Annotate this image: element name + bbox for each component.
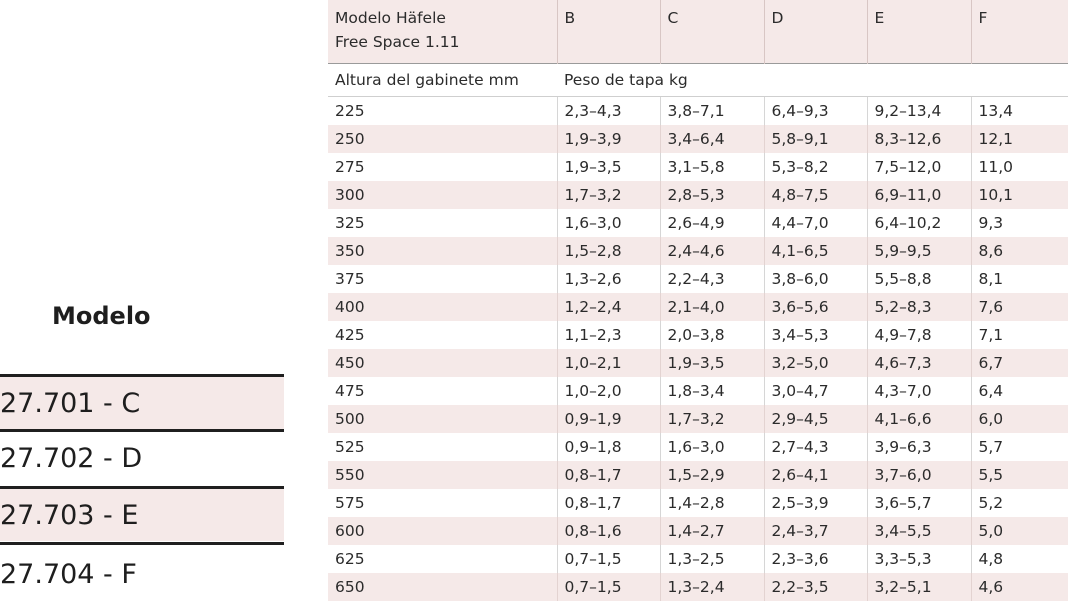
weight-range-cell: 3,1–5,8 xyxy=(660,153,764,181)
weight-range-cell: 1,0–2,1 xyxy=(557,349,660,377)
weight-range-cell: 6,4–9,3 xyxy=(764,97,867,126)
weight-range-cell: 2,4–4,6 xyxy=(660,237,764,265)
header-column-cell: E xyxy=(867,0,971,64)
weight-range-cell: 3,3–5,3 xyxy=(867,545,971,573)
weight-range-cell: 7,1 xyxy=(971,321,1068,349)
table-row xyxy=(328,293,1068,321)
table-header-row xyxy=(328,0,1068,64)
weight-range-cell: 5,3–8,2 xyxy=(764,153,867,181)
table-row xyxy=(328,461,1068,489)
height-cell: 375 xyxy=(335,270,365,288)
weight-range-cell: 2,4–3,7 xyxy=(764,517,867,545)
weight-range-cell: 5,2 xyxy=(971,489,1068,517)
table-row xyxy=(328,489,1068,517)
weight-range-cell: 4,6 xyxy=(971,573,1068,601)
weight-range-cell: 0,9–1,9 xyxy=(557,405,660,433)
model-row xyxy=(0,548,284,600)
weight-range-cell: 8,6 xyxy=(971,237,1068,265)
weight-range-cell: 4,8 xyxy=(971,545,1068,573)
table-row xyxy=(328,517,1068,545)
table-row xyxy=(328,433,1068,461)
weight-range-cell: 5,9–9,5 xyxy=(867,237,971,265)
weight-range-cell: 8,1 xyxy=(971,265,1068,293)
weight-range-cell: 1,3–2,5 xyxy=(660,545,764,573)
weight-range-cell: 3,0–4,7 xyxy=(764,377,867,405)
weight-range-cell: 2,0–3,8 xyxy=(660,321,764,349)
table-row xyxy=(328,97,1068,126)
weight-range-cell: 0,7–1,5 xyxy=(557,573,660,601)
model-row xyxy=(0,489,284,541)
height-cell: 350 xyxy=(328,237,557,265)
weight-range-cell: 7,6 xyxy=(971,293,1068,321)
weight-range-cell: 2,2–4,3 xyxy=(660,265,764,293)
height-cell: 325 xyxy=(335,214,365,232)
weight-range-cell: 6,4–10,2 xyxy=(867,209,971,237)
weight-range-cell: 11,0 xyxy=(971,153,1068,181)
weight-range-cell: 1,1–2,3 xyxy=(557,321,660,349)
weight-range-cell: 2,6–4,9 xyxy=(660,209,764,237)
table-row xyxy=(328,573,1068,601)
table-row xyxy=(328,125,1068,153)
weight-range-cell: 6,9–11,0 xyxy=(867,181,971,209)
weight-range-cell: 4,8–7,5 xyxy=(764,181,867,209)
table-row xyxy=(328,377,1068,405)
weight-range-cell: 2,9–4,5 xyxy=(764,405,867,433)
weight-range-cell: 6,0 xyxy=(971,405,1068,433)
weight-range-cell: 4,6–7,3 xyxy=(867,349,971,377)
weight-range-cell: 7,5–12,0 xyxy=(867,153,971,181)
height-cell: 225 xyxy=(335,102,365,120)
header-model-cell: Modelo Häfele Free Space 1.11 xyxy=(328,0,557,64)
weight-range-cell: 4,1–6,5 xyxy=(764,237,867,265)
weight-range-cell: 5,7 xyxy=(971,433,1068,461)
subheader-weight-label: Peso de tapa kg xyxy=(557,64,1068,97)
model-label: 27.702 - D xyxy=(0,442,143,474)
weight-range-cell: 3,7–6,0 xyxy=(867,461,971,489)
subheader-height-label: Altura del gabinete mm xyxy=(328,64,557,97)
table-row xyxy=(328,265,1068,293)
table-subheader-row xyxy=(328,64,1068,97)
height-cell: 575 xyxy=(335,494,365,512)
weight-range-cell: 9,2–13,4 xyxy=(867,97,971,126)
table-row xyxy=(328,153,1068,181)
height-cell: 425 xyxy=(335,326,365,344)
weight-range-cell: 10,1 xyxy=(971,181,1068,209)
weight-range-cell: 3,4–6,4 xyxy=(660,125,764,153)
weight-range-cell: 2,6–4,1 xyxy=(764,461,867,489)
height-cell: 275 xyxy=(335,158,365,176)
weight-range-cell: 5,2–8,3 xyxy=(867,293,971,321)
weight-range-cell: 2,1–4,0 xyxy=(660,293,764,321)
weight-range-cell: 4,4–7,0 xyxy=(764,209,867,237)
weight-range-cell: 2,3–3,6 xyxy=(764,545,867,573)
weight-range-cell: 0,9–1,8 xyxy=(557,433,660,461)
height-cell: 250 xyxy=(328,125,557,153)
weight-range-cell: 2,2–3,5 xyxy=(764,573,867,601)
height-cell: 300 xyxy=(328,181,557,209)
weight-range-cell: 1,6–3,0 xyxy=(660,433,764,461)
height-cell: 600 xyxy=(328,517,557,545)
weight-range-cell: 1,5–2,8 xyxy=(557,237,660,265)
weight-range-cell: 0,8–1,7 xyxy=(557,489,660,517)
model-label: 27.701 - C xyxy=(0,387,141,419)
weight-range-cell: 1,6–3,0 xyxy=(557,209,660,237)
weight-range-cell: 1,2–2,4 xyxy=(557,293,660,321)
weight-table xyxy=(328,0,1068,601)
weight-range-cell: 13,4 xyxy=(971,97,1068,126)
header-column-cell: B xyxy=(557,0,660,64)
weight-range-cell: 1,3–2,6 xyxy=(557,265,660,293)
height-cell: 625 xyxy=(335,550,365,568)
model-row xyxy=(0,432,284,484)
height-cell: 525 xyxy=(335,438,365,456)
weight-range-cell: 1,5–2,9 xyxy=(660,461,764,489)
table-row xyxy=(328,545,1068,573)
height-cell: 475 xyxy=(335,382,365,400)
table-row xyxy=(328,321,1068,349)
header-column-cell: D xyxy=(764,0,867,64)
weight-range-cell: 1,7–3,2 xyxy=(557,181,660,209)
model-label: 27.703 - E xyxy=(0,499,139,531)
weight-range-cell: 2,3–4,3 xyxy=(557,97,660,126)
weight-range-cell: 2,7–4,3 xyxy=(764,433,867,461)
weight-range-cell: 4,1–6,6 xyxy=(867,405,971,433)
weight-range-cell: 6,7 xyxy=(971,349,1068,377)
header-column-cell: C xyxy=(660,0,764,64)
weight-range-cell: 5,5–8,8 xyxy=(867,265,971,293)
height-cell: 550 xyxy=(328,461,557,489)
height-cell: 650 xyxy=(328,573,557,601)
weight-range-cell: 3,2–5,1 xyxy=(867,573,971,601)
weight-range-cell: 0,8–1,7 xyxy=(557,461,660,489)
table-row xyxy=(328,209,1068,237)
weight-range-cell: 1,9–3,5 xyxy=(660,349,764,377)
weight-range-cell: 3,9–6,3 xyxy=(867,433,971,461)
weight-range-cell: 2,8–5,3 xyxy=(660,181,764,209)
weight-range-cell: 8,3–12,6 xyxy=(867,125,971,153)
weight-table-container xyxy=(328,0,1014,600)
header-column-cell: F xyxy=(971,0,1068,64)
weight-range-cell: 3,6–5,7 xyxy=(867,489,971,517)
model-heading: Modelo xyxy=(52,302,151,330)
weight-range-cell: 3,6–5,6 xyxy=(764,293,867,321)
weight-range-cell: 1,9–3,9 xyxy=(557,125,660,153)
weight-range-cell: 3,4–5,5 xyxy=(867,517,971,545)
weight-range-cell: 0,8–1,6 xyxy=(557,517,660,545)
height-cell: 400 xyxy=(328,293,557,321)
model-row xyxy=(0,377,284,429)
weight-range-cell: 1,0–2,0 xyxy=(557,377,660,405)
weight-range-cell: 3,8–6,0 xyxy=(764,265,867,293)
weight-range-cell: 5,8–9,1 xyxy=(764,125,867,153)
weight-range-cell: 3,4–5,3 xyxy=(764,321,867,349)
table-row xyxy=(328,181,1068,209)
weight-range-cell: 1,3–2,4 xyxy=(660,573,764,601)
weight-range-cell: 5,0 xyxy=(971,517,1068,545)
table-row xyxy=(328,405,1068,433)
weight-range-cell: 5,5 xyxy=(971,461,1068,489)
weight-range-cell: 9,3 xyxy=(971,209,1068,237)
divider xyxy=(0,542,284,545)
weight-range-cell: 0,7–1,5 xyxy=(557,545,660,573)
weight-range-cell: 4,3–7,0 xyxy=(867,377,971,405)
height-cell: 500 xyxy=(328,405,557,433)
weight-range-cell: 2,5–3,9 xyxy=(764,489,867,517)
height-cell: 450 xyxy=(328,349,557,377)
weight-range-cell: 3,2–5,0 xyxy=(764,349,867,377)
weight-range-cell: 1,9–3,5 xyxy=(557,153,660,181)
weight-range-cell: 12,1 xyxy=(971,125,1068,153)
model-label: 27.704 - F xyxy=(0,558,137,590)
weight-range-cell: 1,4–2,7 xyxy=(660,517,764,545)
weight-range-cell: 4,9–7,8 xyxy=(867,321,971,349)
weight-range-cell: 3,8–7,1 xyxy=(660,97,764,126)
table-row xyxy=(328,349,1068,377)
weight-range-cell: 6,4 xyxy=(971,377,1068,405)
weight-range-cell: 1,4–2,8 xyxy=(660,489,764,517)
weight-range-cell: 1,8–3,4 xyxy=(660,377,764,405)
weight-range-cell: 1,7–3,2 xyxy=(660,405,764,433)
table-row xyxy=(328,237,1068,265)
